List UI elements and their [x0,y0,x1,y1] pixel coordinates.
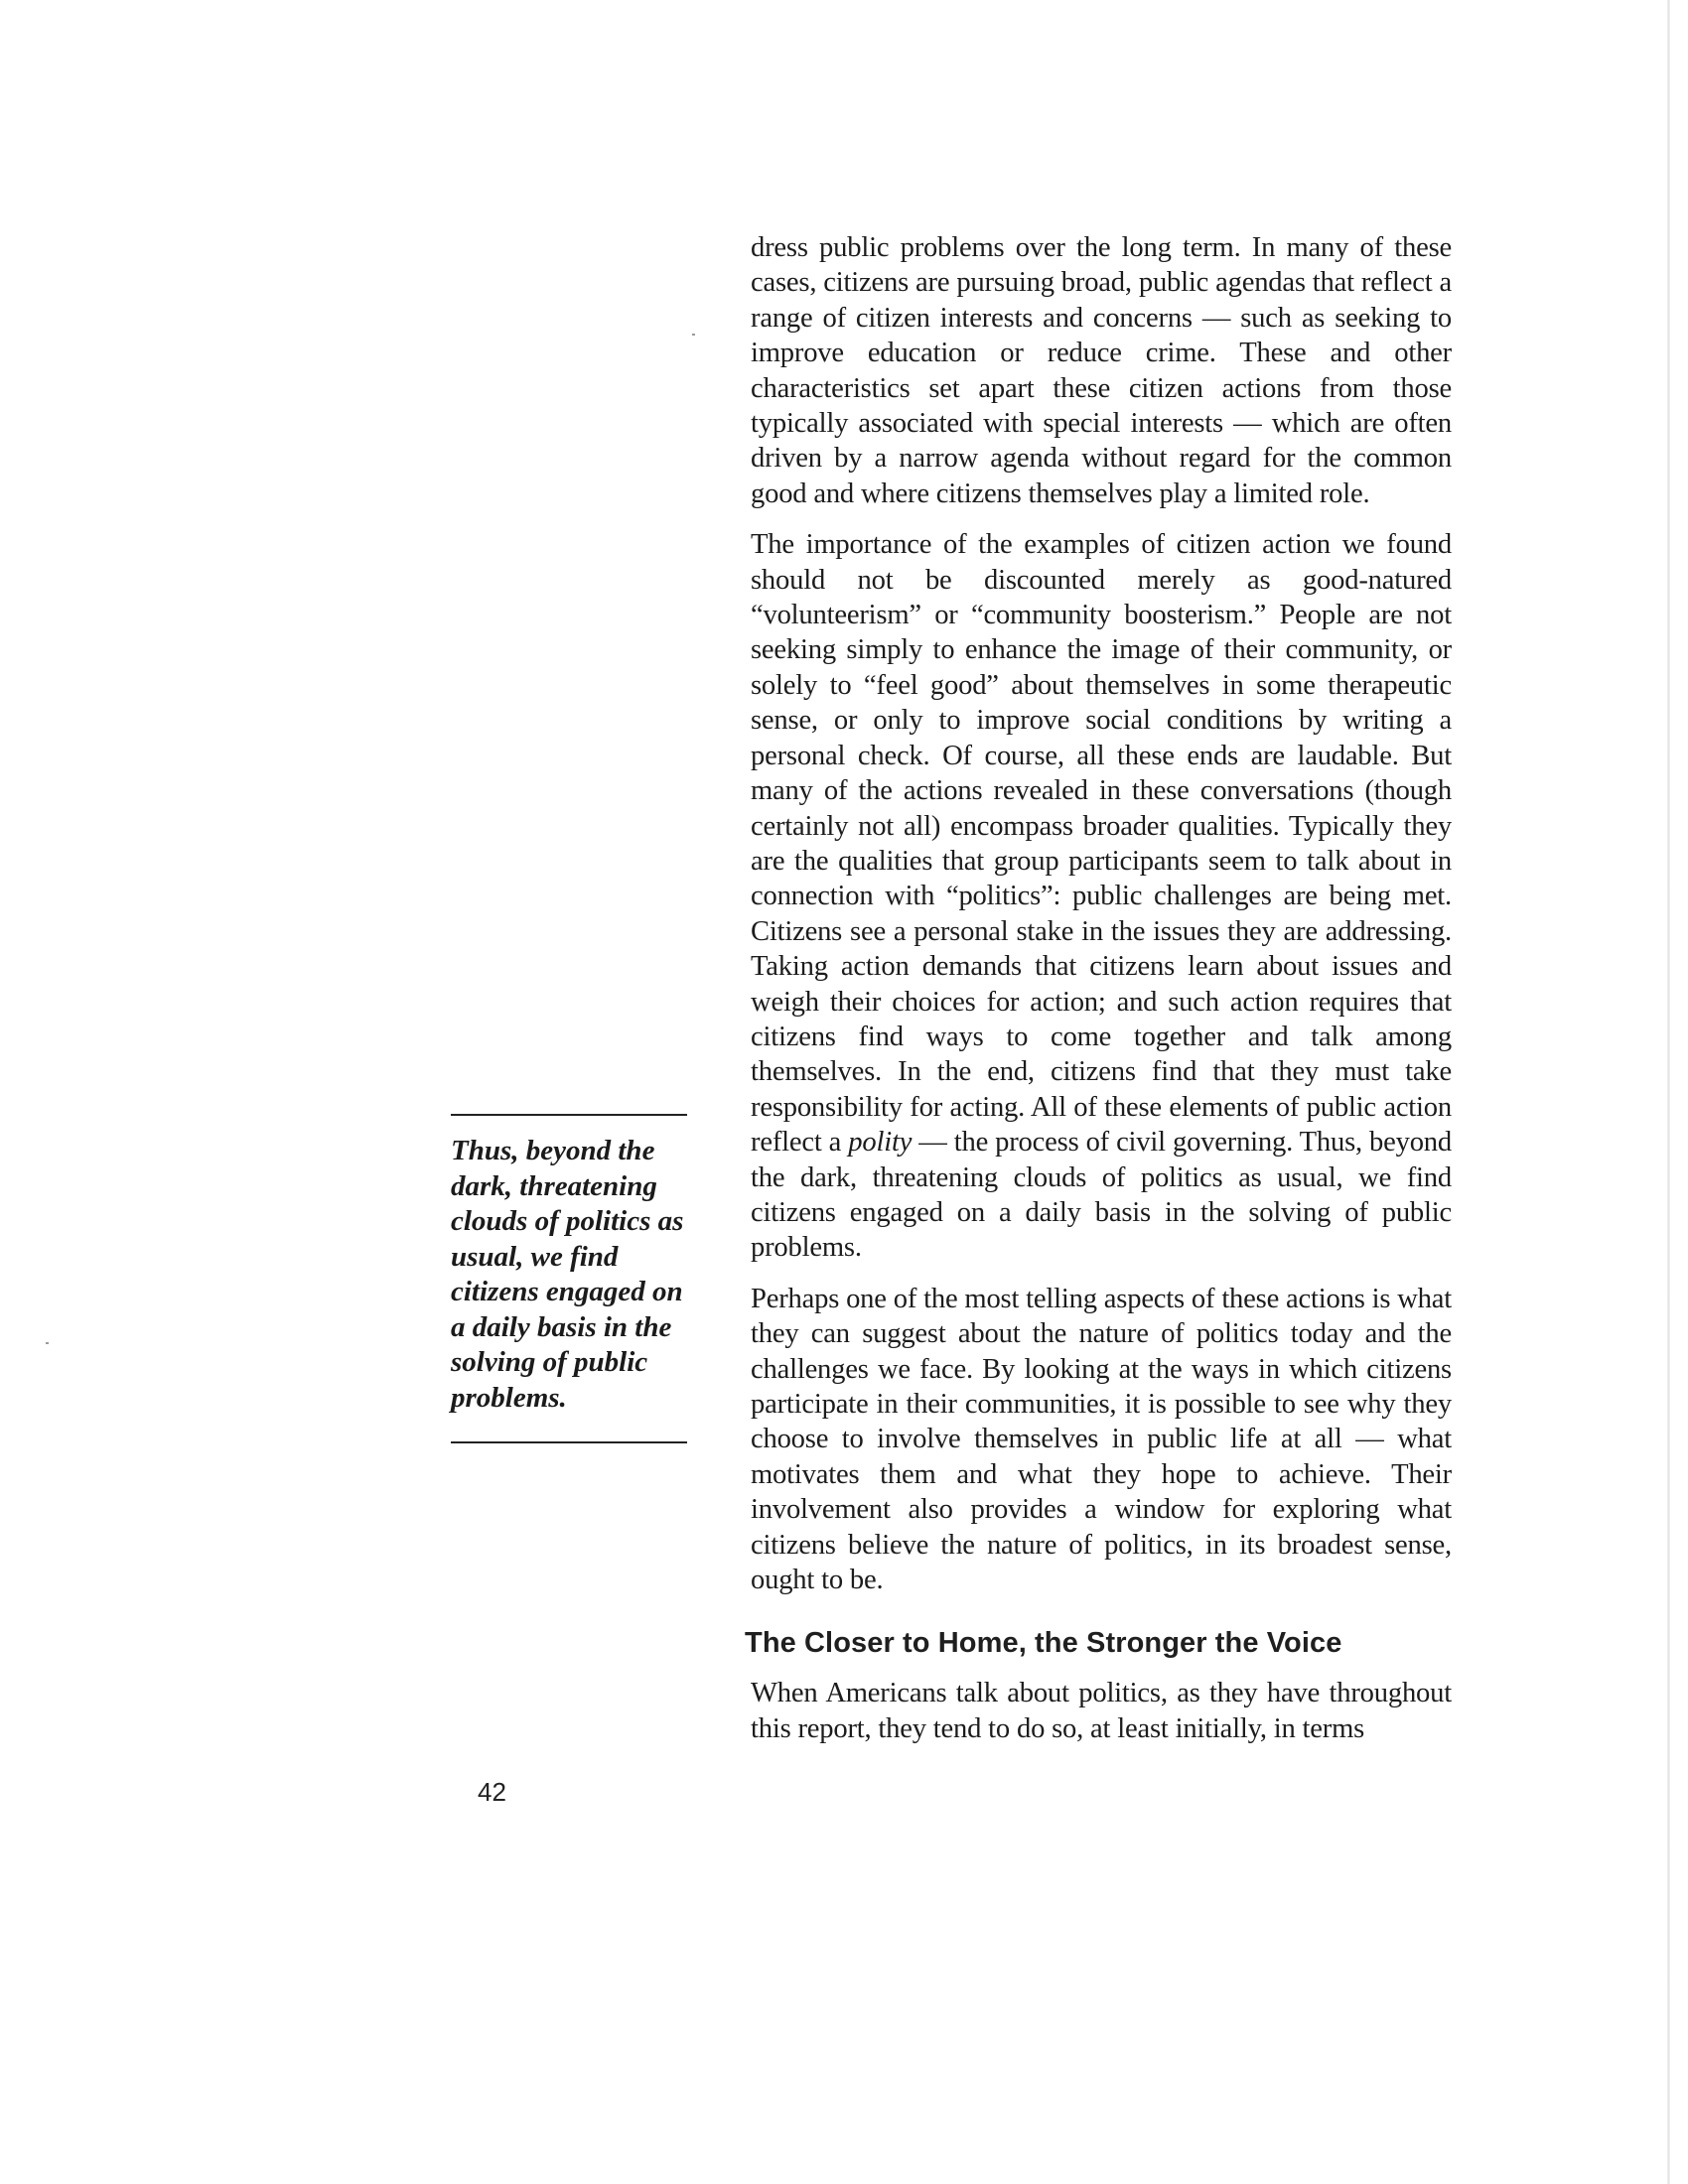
paragraph-text: — the process of civil governing. Thus, beyond the dark, threatening clouds of politics as usual, we find citizens engaged on a daily basis in the solving of public problems. [751,1127,1453,1264]
page-number: 42 [478,1777,506,1807]
pull-quote-text: Thus, beyond the dark, threatening clouds of politics as usual, we find citizens engaged on a daily basis in the solving of public problems. [451,1135,684,1414]
pull-quote-top-rule [451,1114,687,1116]
pull-quote [451,1114,687,1443]
emphasized-term: polity [848,1127,913,1159]
page-edge-shadow [1667,0,1670,2184]
scan-speck [692,334,695,336]
paragraph: When Americans talk about politics, as they have throughout this report, they tend to do so, at least initially, in terms [751,1678,1452,1744]
main-text-column [745,230,1453,1746]
scan-speck [46,1342,49,1344]
paragraph: dress public problems over the long term. In many of these cases, citizens are pursuing broad, public agendas that reflect a range of citizen interests and concerns — such as seeking to improve education or reduce crime. These and other characteristics set apart these citizen actions from those typically associated with special interests — which are often driven by a narrow agenda without regard for the common good and where citizens themselves play a limited role. [751,232,1452,509]
paragraph-text: The importance of the examples of citizen action we found should not be discounted merely as good-natured “volunteerism” or “community boosterism.” People are not seeking simply to enhance the image of their community, or solely to “feel good” about themselves in some therapeutic sense, or only to improve social conditions by writing a personal check. Of course, all these ends are laudable. But many of the actions revealed in these conversations (though certainly not all) encompass broader qualities. Typically they are the qualities that group participants seem to talk about in connection with “politics”: public challenges are being met. Citizens see a personal stake in the issues they are addressing. Taking action demands that citizens learn about issues and weigh their choices for action; and such action requires that citizens find ways to come together and talk among themselves. In the end, citizens find that they must take responsibility for acting. All of these elements of public action reflect a [751,529,1452,1159]
pull-quote-bottom-rule [451,1441,687,1443]
section-heading: The Closer to Home, the Stronger the Voice [745,1627,1342,1660]
paragraph [751,527,1452,1266]
paragraph: Perhaps one of the most telling aspects of these actions is what they can suggest about the nature of politics today and the challenges we face. By looking at the ways in which citizens participate in their communities, it is possible to see why they choose to involve themselves in public life at all — what motivates them and what they hope to achieve. Their involvement also provides a window for exploring what citizens believe the nature of politics, in its broadest sense, ought to be. [751,1283,1452,1596]
